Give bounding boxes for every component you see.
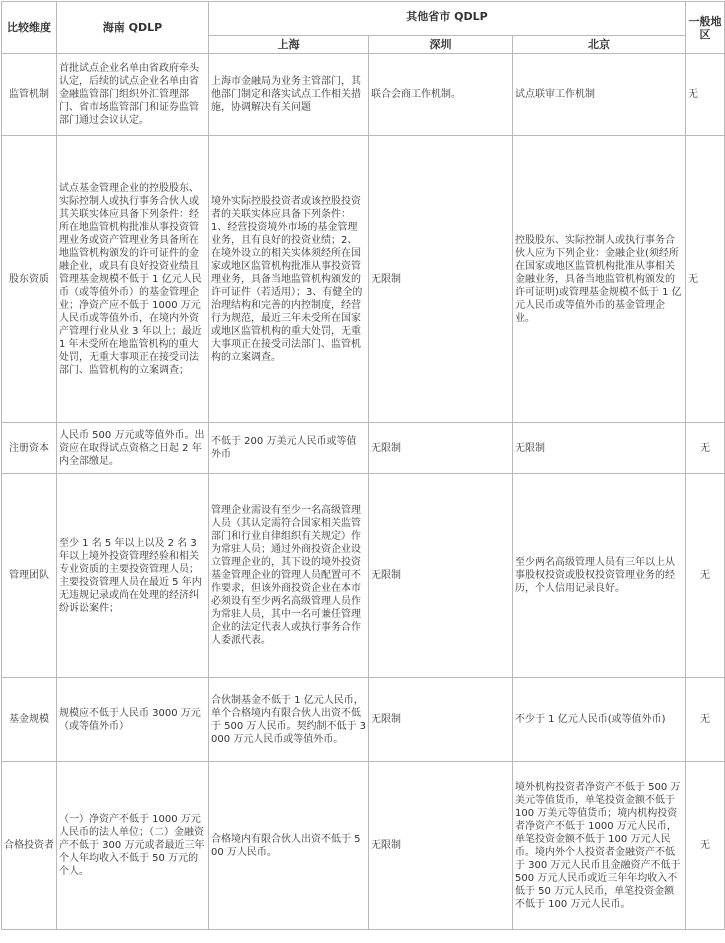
shanghai-cell: 上海市金融局为业务主管部门，其他部门制定和落实试点工作相关措施，协调解决有关问题 — [209, 54, 369, 136]
shanghai-cell: 管理企业需设有至少一名高级管理人员（其认定需符合国家相关监管部门和行业自律组织有关规定）作为常驻人员；通过外商投资企业设立管理企业的，其下设的境外投资基金管理企业的管理人员配置可不作要求，但该外商投资企业在本市必须设有至少两名高级管理人员作为常驻人员，其中一名可兼任管理企业的法定代表人或执行事务合作人委派代表。 — [209, 474, 369, 678]
dimension-cell: 管理团队 — [2, 474, 57, 678]
dimension-cell: 基金规模 — [2, 678, 57, 762]
shenzhen-cell: 无限制 — [369, 762, 513, 930]
dimension-cell: 合格投资者 — [2, 762, 57, 930]
dimension-cell: 注册资本 — [2, 423, 57, 474]
beijing-cell: 控股股东、实际控制人或执行事务合伙人应为下列企业：金融企业(须经所在国家或地区监管机构批准从事相关金融业务，具备当地监管机构颁发的许可证明)或管理基金规模不低于 1 亿元人民币或等值外币的基金管理企业。 — [513, 136, 686, 423]
shanghai-cell: 不低于 200 万美元人民币或等值外币 — [209, 423, 369, 474]
beijing-cell: 无限制 — [513, 423, 686, 474]
hainan-cell: 人民币 500 万元或等值外币。出资应在取得试点资格之日起 2 年内全部缴足。 — [57, 423, 209, 474]
general-cell: 无 — [686, 423, 725, 474]
header-general-region: 一般地区 — [686, 2, 725, 54]
header-beijing: 北京 — [513, 36, 686, 54]
header-row-top — [2, 2, 725, 36]
general-cell: 无 — [686, 54, 725, 136]
beijing-cell: 境外机构投资者净资产不低于 500 万美元等值货币，单笔投资金额不低于 100 万美元等值货币；境内机构投资者净资产不低于 1000 万元人民币，单笔投资金额不低于 100 万元人民币。境内外个人投资者金融资产不低于 300 万元人民币且金融资产不低于 500 万元人民币或近三年年均收入不低于 50 万元人民币，单笔投资金额不低于 100 万元人民币。 — [513, 762, 686, 930]
table-row — [2, 678, 725, 762]
qdlp-comparison-table — [1, 1, 725, 930]
shenzhen-cell: 联合会商工作机制。 — [369, 54, 513, 136]
header-hainan: 海南 QDLP — [57, 2, 209, 54]
table-row — [2, 423, 725, 474]
beijing-cell: 不少于 1 亿元人民币(或等值外币) — [513, 678, 686, 762]
shanghai-cell: 合格境内有限合伙人出资不低于 500 万人民币。 — [209, 762, 369, 930]
hainan-cell: 首批试点企业名单由省政府牵头认定，后续的试点企业名单由省金融监管部门组织外汇管理部门、省市场监管部门和证券监管部门通过会议认定。 — [57, 54, 209, 136]
shenzhen-cell: 无限制 — [369, 423, 513, 474]
shenzhen-cell: 无限制 — [369, 136, 513, 423]
beijing-cell: 试点联审工作机制 — [513, 54, 686, 136]
general-cell: 无 — [686, 474, 725, 678]
header-shanghai: 上海 — [209, 36, 369, 54]
beijing-cell: 至少两名高级管理人员有三年以上从事股权投资或股权投资管理业务的经历，个人信用记录良好。 — [513, 474, 686, 678]
general-cell: 无 — [686, 678, 725, 762]
header-shenzhen: 深圳 — [369, 36, 513, 54]
shanghai-cell: 合伙制基金不低于 1 亿元人民币，单个合格境内有限合伙人出资不低于 500 万人民币。契约制不低于 3000 万元人民币或等值外币。 — [209, 678, 369, 762]
shenzhen-cell: 无限制 — [369, 678, 513, 762]
header-dimension: 比较维度 — [2, 2, 57, 54]
table-row — [2, 136, 725, 423]
hainan-cell: 至少 1 名 5 年以上以及 2 名 3 年以上境外投资管理经验和相关专业资质的主要投资管理人员；主要投资管理人员在最近 5 年内无违规记录或尚在处理的经济纠纷诉讼案件； — [57, 474, 209, 678]
hainan-cell: 试点基金管理企业的控股股东、实际控制人或执行事务合伙人或其关联实体应具备下列条件：经所在地监管机构批准从事投资管理业务或资产管理业务具备所在地监管机构颁发的许可证件的金融企业，或具有良好投资业绩且管理基金规模不低于 1 亿元人民币（或等值外币）的基金管理企业；净资产应不低于 1000 万元人民币或等值外币，在境内外资产管理行业从业 3 年以上；最近 1 年未受所在地监管机构的重大处罚，无重大事项正在接受司法部门、监管机构的立案调查； — [57, 136, 209, 423]
shenzhen-cell: 无限制 — [369, 474, 513, 678]
dimension-cell: 股东资质 — [2, 136, 57, 423]
table-row — [2, 474, 725, 678]
general-cell: 无 — [686, 136, 725, 423]
table-row — [2, 762, 725, 930]
table-row — [2, 54, 725, 136]
general-cell: 无 — [686, 762, 725, 930]
header-other-provinces: 其他省市 QDLP — [209, 2, 686, 36]
comparison-table-container — [1, 1, 724, 930]
dimension-cell: 监管机制 — [2, 54, 57, 136]
hainan-cell: 规模应不低于人民币 3000 万元（或等值外币） — [57, 678, 209, 762]
hainan-cell: （一）净资产不低于 1000 万元人民币的法人单位；（二）金融资产不低于 300 万元或者最近三年个人年均收入不低于 50 万元的个人。 — [57, 762, 209, 930]
shanghai-cell: 境外实际控股投资者或该控股投资者的关联实体应具备下列条件：1、经营投资境外市场的基金管理业务，且有良好的投资业绩；2、在境外设立的相关实体须经所在国家或地区监管机构批准从事投资管理业务，具备当地监管机构颁发的许可证件（若适用）；3、有健全的治理结构和完善的内控制度，经营行为规范，最近三年未受所在国家或地区监管机构的重大处罚，无重大事项正在接受司法部门、监管机构的立案调查。 — [209, 136, 369, 423]
